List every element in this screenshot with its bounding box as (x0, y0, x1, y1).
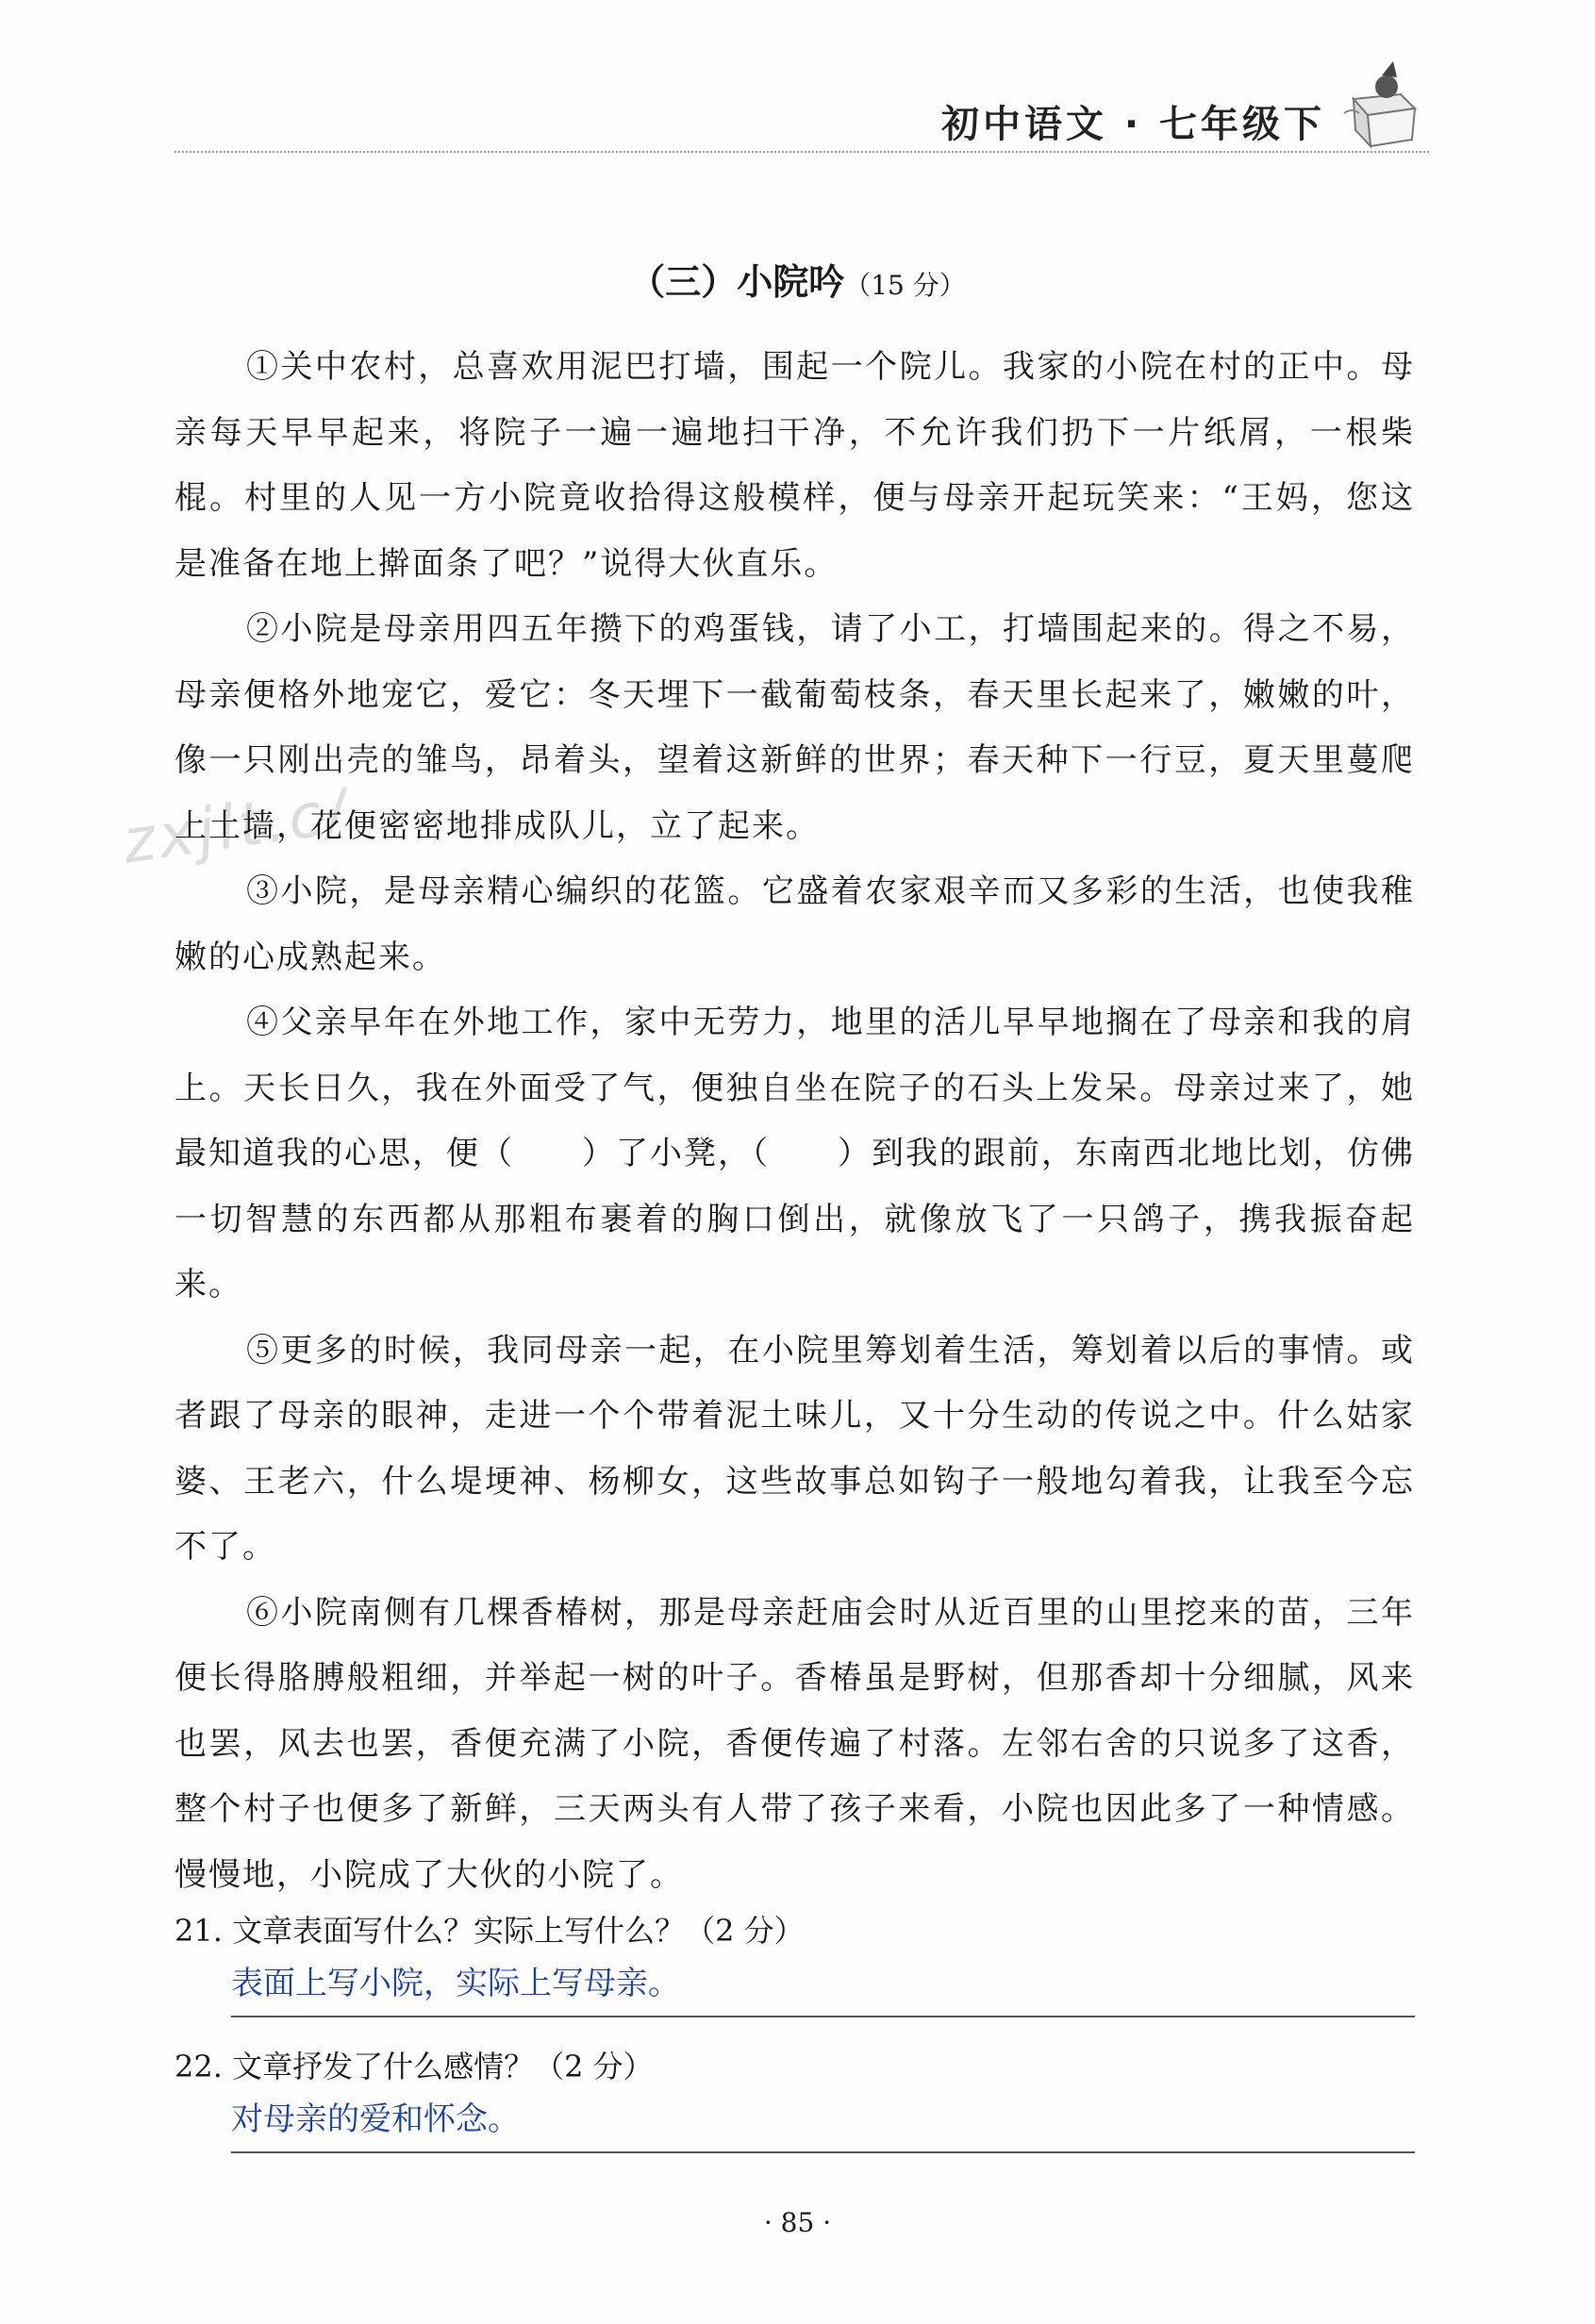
watermark: zxjlt.c/ (119, 776, 355, 878)
question-22: 22. 文章抒发了什么感情？（2 分） (174, 2049, 654, 2084)
header-divider (174, 151, 1429, 153)
section-score: （15 分） (844, 270, 966, 301)
book-box-icon (1335, 57, 1429, 151)
passage (174, 335, 1415, 1908)
page-header (174, 38, 1429, 160)
section-title (0, 253, 1595, 305)
paragraph-2: ②小院是母亲用四五年攒下的鸡蛋钱，请了小工，打墙围起来的。得之不易，母亲便格外地宠它，爱它：冬天埋下一截葡萄枝条，春天里长起来了，嫩嫩的叶，像一只刚出壳的雏鸟，昂着头，望着这新鲜的世界；春天种下一行豆，夏天里蔓爬上土墙，花便密密地排成队儿，立了起来。 (174, 610, 1415, 845)
section-title-text: （三）小院吟 (629, 261, 845, 303)
questions (174, 1908, 1415, 2153)
answer-21[interactable]: 表面上写小院，实际上写母亲。 (231, 1961, 1415, 2017)
paragraph-4: ④父亲早年在外地工作，家中无劳力，地里的活儿早早地搁在了母亲和我的肩上。天长日久，我在外面受了气，便独自坐在院子的石头上发呆。母亲过来了，她最知道我的心思，便（ ）了小凳，（ ）到我的跟前，东南西北地比划，仿佛一切智慧的东西都从那粗布裹着的胸口倒出，就像放飞了一只鸽子，携我振奋起来。 (174, 1004, 1415, 1303)
book-title: 初中语文 · 七年级下 (940, 103, 1325, 146)
paragraph-5: ⑤更多的时候，我同母亲一起，在小院里筹划着生活，筹划着以后的事情。或者跟了母亲的眼神，走进一个个带着泥土味儿，又十分生动的传说之中。什么姑家婆、王老六，什么堤埂神、杨柳女，这些故事总如钩子一般地勾着我，让我至今忘不了。 (174, 1331, 1415, 1566)
paragraph-6: ⑥小院南侧有几棵香椿树，那是母亲赶庙会时从近百里的山里挖来的苗，三年便长得胳膊般粗细，并举起一树的叶子。香椿虽是野树，但那香却十分细腻，风来也罢，风去也罢，香便充满了小院，香便传遍了村落。左邻右舍的只说多了这香，整个村子也便多了新鲜，三天两头有人带了孩子来看，小院也因此多了一种情感。慢慢地，小院成了大伙的小院了。 (174, 1593, 1415, 1894)
answer-22[interactable]: 对母亲的爱和怀念。 (231, 2097, 1415, 2153)
question-21: 21. 文章表面写什么？实际上写什么？（2 分） (174, 1913, 805, 1949)
page-number: · 85 · (763, 2207, 832, 2238)
paragraph-3: ③小院，是母亲精心编织的花篮。它盛着农家艰辛而又多彩的生活，也使我稚嫩的心成熟起来。 (174, 872, 1415, 976)
paragraph-1: ①关中农村，总喜欢用泥巴打墙，围起一个院儿。我家的小院在村的正中。母亲每天早早起来，将院子一遍一遍地扫干净，不允许我们扔下一片纸屑，一根柴棍。村里的人见一方小院竟收拾得这般模样，便与母亲开起玩笑来：“王妈，您这是准备在地上擀面条了吧？”说得大伙直乐。 (174, 348, 1415, 583)
